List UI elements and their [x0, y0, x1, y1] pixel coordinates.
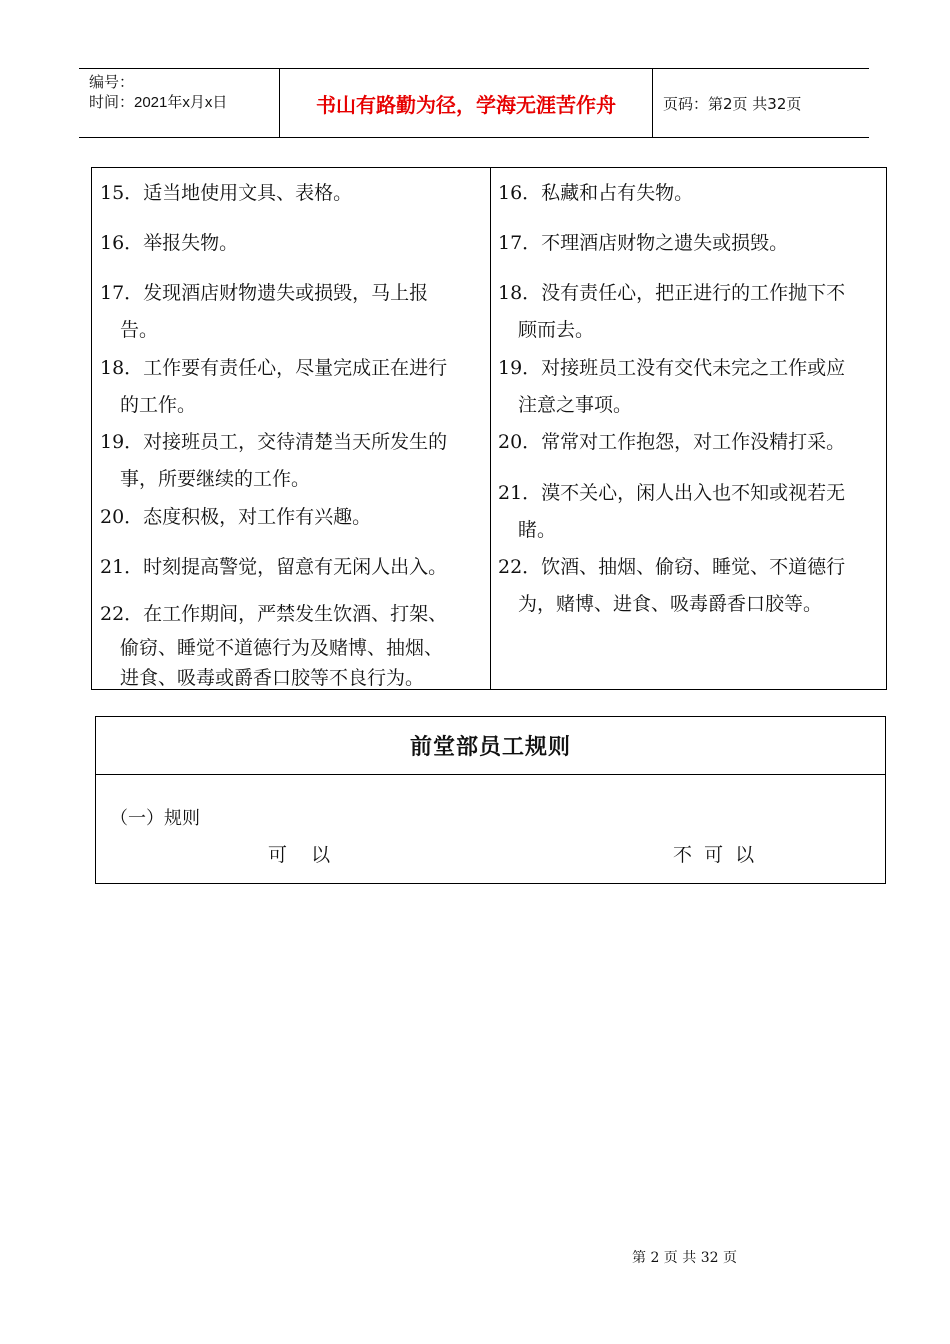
rule-item [498, 475, 845, 549]
rule-item [498, 549, 845, 623]
rule-item [498, 175, 693, 212]
rule-text: 19．对接班员工，交待清楚当天所发生的 [100, 431, 448, 453]
rule-text: 18．没有责任心，把正进行的工作抛下不 [498, 282, 846, 304]
rule-text: 睹。 [518, 519, 557, 541]
rule-text: 19．对接班员工没有交代未完之工作或应 [498, 357, 846, 379]
rule-item [498, 350, 845, 424]
cannot-column-header: 不 可 以 [673, 844, 755, 866]
rule-text: 22．在工作期间，严禁发生饮酒、打架、 [100, 603, 448, 625]
header-motto: 书山有路勤为径，学海无涯苦作舟 [316, 92, 616, 117]
rule-text: 20．态度积极，对工作有兴趣。 [100, 506, 372, 528]
rule-text: 16．举报失物。 [100, 232, 239, 254]
rule-text: 的工作。 [120, 394, 197, 416]
rule-text: 15．适当地使用文具、表格。 [100, 182, 353, 204]
header-divider [652, 69, 653, 137]
rule-item [100, 549, 447, 586]
rules-table [91, 167, 887, 690]
rule-text: 21．漠不关心，闲人出入也不知或视若无 [498, 482, 846, 504]
section-box [95, 716, 886, 884]
rule-text: 17．发现酒店财物遗失或损毁，马上报 [100, 282, 429, 304]
rule-text: 20．常常对工作抱怨，对工作没精打采。 [498, 431, 846, 453]
page-header [79, 68, 869, 138]
rule-text: 22．饮酒、抽烟、偷窃、睡觉、不道德行 [498, 556, 846, 578]
rule-item [100, 350, 447, 424]
rule-item [100, 424, 447, 498]
header-meta [79, 69, 279, 137]
header-page-info: 页码：第2页 共32页 [663, 95, 802, 113]
rule-item [100, 275, 428, 349]
rule-text: 事，所要继续的工作。 [120, 468, 311, 490]
rule-item [498, 275, 845, 349]
rule-item [100, 499, 371, 536]
rule-text: 18．工作要有责任心，尽量完成正在进行 [100, 357, 448, 379]
rule-text: 告。 [120, 319, 159, 341]
rule-text: 进食、吸毒或爵香口胶等不良行为。 [120, 667, 425, 689]
rule-item [100, 599, 447, 693]
can-column-header: 可 以 [268, 844, 331, 866]
document-number-label: 编号： [89, 74, 135, 91]
rule-item [100, 225, 238, 262]
document-date-label: 时间：2021年x月x日 [89, 94, 228, 111]
rule-text: 21．时刻提高警觉，留意有无闲人出入。 [100, 556, 448, 578]
section-subtitle: （一）规则 [110, 808, 200, 829]
page-footer: 第 2 页 共 32 页 [632, 1250, 737, 1266]
section-title: 前堂部员工规则 [96, 717, 885, 775]
rule-item [100, 175, 352, 212]
rule-text: 为，赌博、进食、吸毒爵香口胶等。 [518, 593, 823, 615]
rule-text: 注意之事项。 [518, 394, 633, 416]
rule-text: 顾而去。 [518, 319, 595, 341]
rule-text: 17．不理酒店财物之遗失或损毁。 [498, 232, 789, 254]
rule-item [498, 225, 788, 262]
rule-text: 偷窃、睡觉不道德行为及赌博、抽烟、 [120, 637, 444, 659]
rule-item [498, 424, 845, 461]
rule-text: 16．私藏和占有失物。 [498, 182, 694, 204]
column-divider [490, 168, 491, 689]
